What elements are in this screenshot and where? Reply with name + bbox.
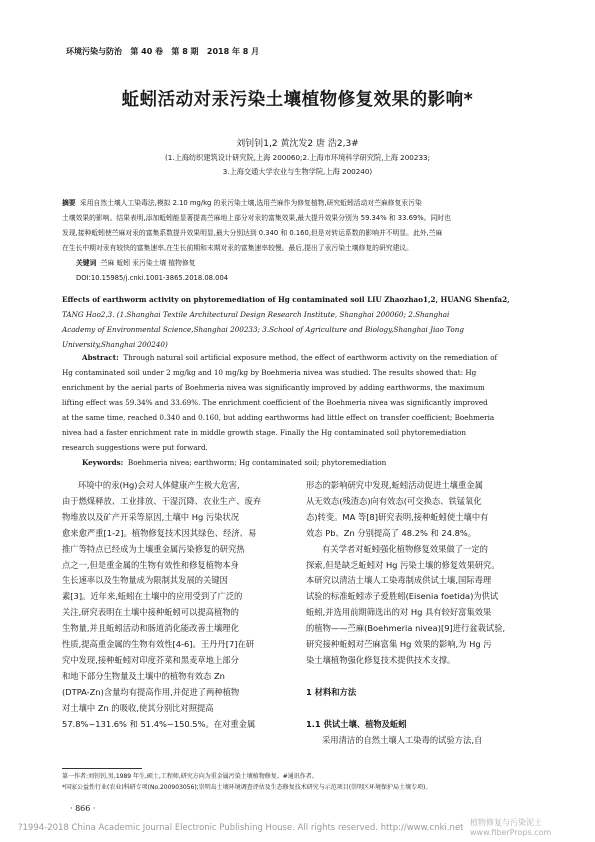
abstract-line: at the same time, reached 0.340 and 0.160, but adding earthworms had little effect on transfer coefficient; Boehmeria: [62, 413, 495, 422]
abstract-line: 土壤效果的影响。结果表明,添加蚯蚓能显著提高苎麻地上部分对汞的富集效果,最大提升效果分别为 59.34% 和 33.69%。同时也: [62, 214, 451, 222]
english-keywords: [82, 455, 386, 470]
running-header: [66, 46, 259, 57]
body-line: 探索,但是缺乏蚯蚓对 Hg 污染土壤的修复效果研究。: [306, 559, 500, 570]
keywords-label: 关键词: [76, 259, 97, 267]
keywords-en: Boehmeria nivea; earthworm; Hg contaminated soil; phytoremediation: [127, 458, 387, 467]
footnote-rule: [62, 768, 142, 769]
english-abstract: [62, 350, 540, 455]
body-line: (DTPA-Zn)含量均有提高作用,并促进了两种植物: [62, 686, 240, 697]
english-title-block: [62, 292, 540, 352]
abstract-line: 采用自然土壤人工染毒法,模拟 2.10 mg/kg 的汞污染土壤,选用苎麻作为修复植物,研究蚯蚓活动对苎麻修复汞污染: [79, 199, 422, 207]
issue-date: 2018 年 8 月: [206, 47, 260, 56]
body-left-column: [62, 478, 288, 733]
keywords: 苎麻 蚯蚓 汞污染土壤 植物修复: [100, 259, 196, 267]
page-number: · 866 ·: [70, 804, 96, 813]
footnote: 第一作者:刘钊钊,男,1989 年生,硕士,工程师,研究方向为重金属污染土壤植物修复。#通讯作者。: [62, 773, 318, 780]
body-line: 物堆放以及矿产开采等原因,土壤中 Hg 污染状况: [62, 511, 240, 522]
abstract-line: Hg contaminated soil under 2 mg/kg and 10 mg/kg by Boehmeria nivea was studied. The results showed that: Hg: [62, 368, 477, 377]
issue: 第 8 期: [171, 47, 199, 56]
abstract-line: 发现,接种蚯蚓使苎麻对汞的富集系数提升效果明显,最大分别达到 0.340 和 0.160,但是对转运系数的影响并不明显。此外,苎麻: [62, 229, 443, 237]
body-line: 点之一,但是重金属的生物有效性和修复植物本身: [62, 559, 239, 570]
abstract-line: 在生长中期对汞有较快的富集速率,在生长前期和末期对汞的富集速率较慢。最后,提出了汞污染土壤修复的研究建议。: [62, 244, 413, 252]
body-line: 的植物——苎麻(Boehmeria nivea)[9]进行盆栽试验,: [306, 623, 506, 634]
abstract-label-en: Abstract:: [82, 353, 119, 362]
english-title-line: University,Shanghai 200240): [62, 340, 168, 349]
body-line: 环境中的汞(Hg)会对人体健康产生极大危害,: [78, 480, 240, 490]
body-line: 愈来愈严重[1-2]。植物修复技术因其绿色、经济、易: [62, 527, 257, 538]
abstract-line: enrichment by the aerial parts of Boehmeria nivea was significantly improved by adding earthworms, the maximum: [62, 383, 485, 392]
body-line: 和地下部分生物量及土壤中的植物有效态 Zn: [62, 670, 225, 681]
body-line: 生长速率以及生物量成为限制其发展的关键因: [62, 575, 228, 586]
body-line: 57.8%~131.6% 和 51.4%~150.5%。在对重金属: [62, 718, 256, 729]
body-line: [306, 701, 532, 717]
watermark: [470, 818, 551, 838]
body-line: 有关学者对蚯蚓强化植物修复效果做了一定的: [322, 543, 488, 554]
body-line: 从无效态(残渣态)向有效态(可交换态、铁锰氧化: [306, 495, 482, 506]
body-line: 关注,研究表明在土壤中接种蚯蚓可以提高植物的: [62, 607, 239, 618]
abstract-line: lifting effect was 59.34% and 33.69%. The enrichment coefficient of the Boehmeria nivea was significantly improved: [62, 398, 488, 407]
abstract-line: research suggestions were put forward.: [62, 443, 208, 452]
volume: 第 40 卷: [130, 47, 164, 56]
keywords-label-en: Keywords:: [82, 458, 124, 467]
watermark-line: 植物修复与污染泥土: [470, 818, 542, 827]
body-line: 态)转变。MA 等[8]研究表明,接种蚯蚓使土壤中有: [306, 511, 489, 522]
watermark-line: www.fiberProps.com: [470, 828, 552, 837]
body-line: 形态的影响研究中发现,蚯蚓活动促进土壤重金属: [306, 480, 483, 490]
english-title-line: TANG Hao2,3. (1.Shanghai Textile Architectural Design Research Institute, Shanghai 200060; 2.Shanghai: [62, 310, 450, 319]
body-line: 性质,提高重金属的生物有效性[4-6]。王丹丹[7]在研: [62, 639, 255, 650]
body-line: 生物量,并且蚯蚓活动和肠道消化能改善土壤理化: [62, 623, 239, 634]
body-line: 由于燃煤释放、工业排放、干湿沉降、农业生产、废弃: [62, 495, 262, 506]
body-line: 究中发现,接种蚯蚓对印度芥菜和黑麦草地上部分: [62, 654, 239, 665]
body-line: 试验的标准蚯蚓赤子爱胜蚓(Eisenia foetida)为供试: [306, 591, 499, 602]
abstract-line: nivea had a faster enrichment rate in middle growth stage. Finally the Hg contaminated soil phytoremediation: [62, 428, 466, 437]
chinese-abstract: [62, 196, 540, 286]
body-right-column: [306, 478, 532, 748]
subsection-heading: 1.1 供试土壤、植物及蚯蚓: [306, 718, 407, 729]
doi: DOI:10.15985/j.cnki.1001-3865.2018.08.004: [76, 274, 229, 282]
abstract-line: Through natural soil artificial exposure method, the effect of earthworm activity on the remediation of: [123, 353, 498, 362]
body-line: 素[3]。近年来,蚯蚓在土壤中的应用受到了广泛的: [62, 591, 243, 602]
abstract-label: 摘要: [62, 199, 76, 207]
affiliation-line: (1.上海纺织建筑设计研究院,上海 200060;2.上海市环境科学研究院,上海 200233;: [164, 153, 431, 162]
body-line: 效态 Pb、Zn 分别提高了 48.2% 和 24.8%。: [306, 527, 477, 538]
english-title-line: Academy of Environmental Science,Shanghai 200233; 3.School of Agriculture and Biology,Shanghai Jiao Tong: [62, 325, 464, 334]
affiliation-line: 3.上海交通大学农业与生物学院,上海 200240): [222, 167, 373, 176]
body-line: 采用清洁的自然土壤人工染毒的试验方法,自: [322, 734, 483, 745]
body-line: 研究接种蚯蚓对苎麻富集 Hg 效果的影响,为 Hg 污: [306, 639, 492, 650]
body-line: 蚯蚓,并选用前期筛选出的对 Hg 具有较好富集效果: [306, 607, 492, 618]
english-title-line: Effects of earthworm activity on phytoremediation of Hg contaminated soil LIU Zhaozhao1,2, HUANG Shenfa2,: [62, 295, 510, 304]
section-heading: 1 材料和方法: [306, 686, 357, 697]
body-line: 本研究以清洁土壤人工染毒制成供试土壤,国际毒理: [306, 575, 492, 586]
copyright-line: ?1994-2018 China Academic Journal Electronic Publishing House. All rights reserved. http://www.cnki.net: [18, 823, 464, 833]
body-line: 推广等特点已经成为土壤重金属污染修复的研究热: [62, 543, 245, 554]
paper-title: 蚯蚓活动对汞污染土壤植物修复效果的影响*: [121, 90, 474, 110]
body-line: 对土壤中 Zn 的吸收,使其分别比对照提高: [62, 702, 214, 713]
footnote: *国家公益性行业(农业)科研专项(No.200903056);崇明岛土壤环境调查评估及生态修复技术研究与示范项目(崇明区环境保护局土壤专项)。: [62, 784, 432, 791]
body-line: 染土壤植物强化修复技术提供技术支撑。: [306, 654, 456, 665]
journal-name: 环境污染与防治: [66, 47, 122, 56]
body-line: [306, 669, 532, 685]
author-list: 刘钊钊1,2 黄沈发2 唐 浩2,3#: [236, 139, 359, 149]
